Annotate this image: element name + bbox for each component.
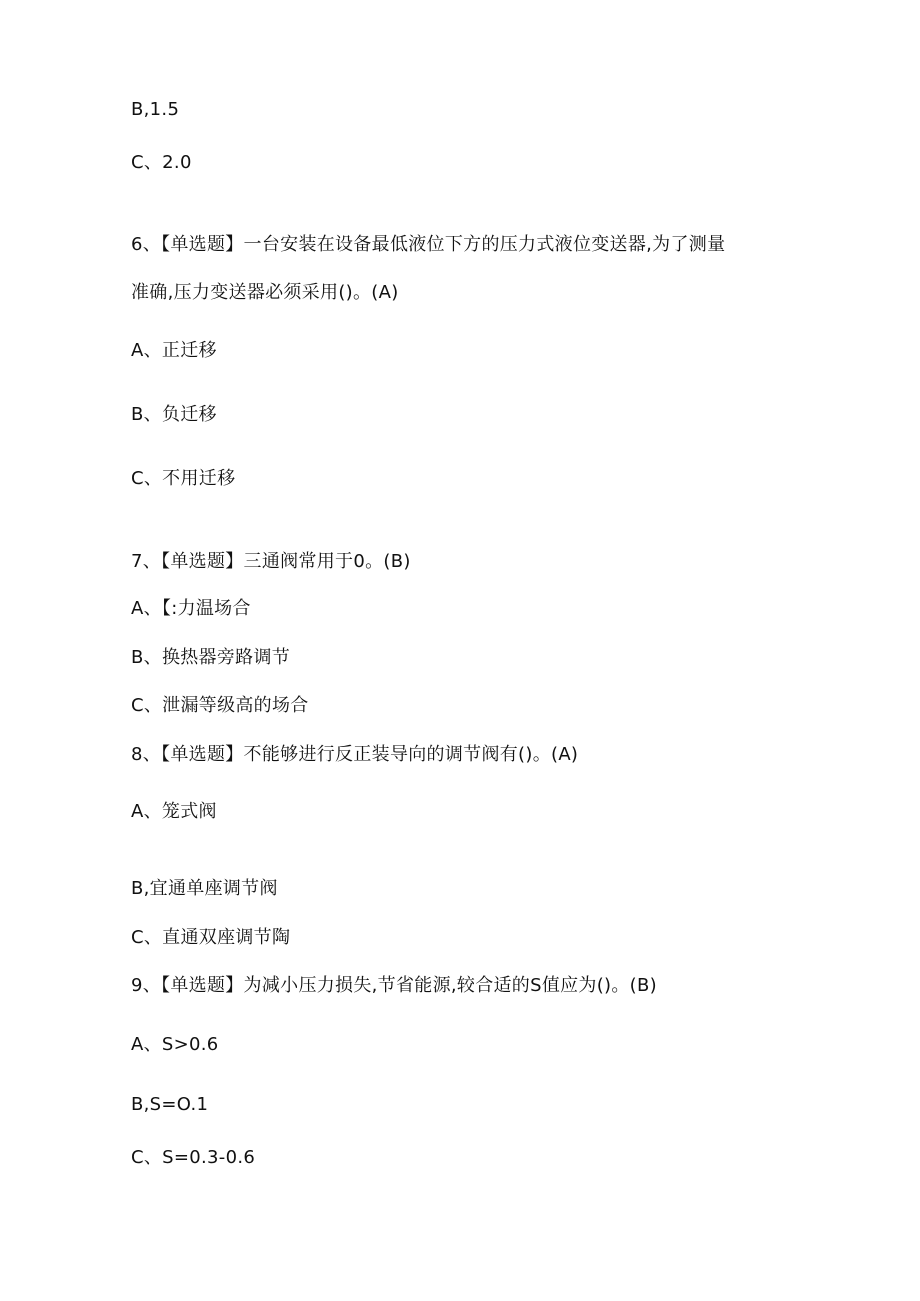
option-a-q8: A、笼式阀 <box>131 801 217 822</box>
question-6-line-1: 6、【单选题】一台安装在设备最低液位下方的压力式液位变送器,为了测量 <box>131 234 726 255</box>
question-8: 8、【单选题】不能够进行反正装导向的调节阀有()。(A) <box>131 744 579 765</box>
option-a-q9: A、S>0.6 <box>131 1034 219 1055</box>
option-b-q8: B,宜通单座调节阀 <box>131 878 278 899</box>
option-c-q7: C、泄漏等级高的场合 <box>131 695 309 716</box>
option-a-q6: A、正迁移 <box>131 340 217 361</box>
question-7: 7、【单选题】三通阀常用于0。(B) <box>131 551 411 572</box>
question-9: 9、【单选题】为减小压力损失,节省能源,较合适的S值应为()。(B) <box>131 975 657 996</box>
option-c-q8: C、直通双座调节陶 <box>131 927 291 948</box>
option-c-q6: C、不用迁移 <box>131 468 236 489</box>
question-6-line-2: 准确,压力变送器必须采用()。(A) <box>131 282 399 303</box>
option-b-q6: B、负迁移 <box>131 404 217 425</box>
option-b-q7: B、换热器旁路调节 <box>131 647 291 668</box>
option-c-q5: C、2.0 <box>131 152 192 173</box>
option-b-q9: B,S=O.1 <box>131 1094 209 1115</box>
option-c-q9: C、S=0.3-0.6 <box>131 1147 256 1168</box>
option-b-q5: B,1.5 <box>131 99 180 120</box>
option-a-q7: A、【:力温场合 <box>131 598 251 619</box>
